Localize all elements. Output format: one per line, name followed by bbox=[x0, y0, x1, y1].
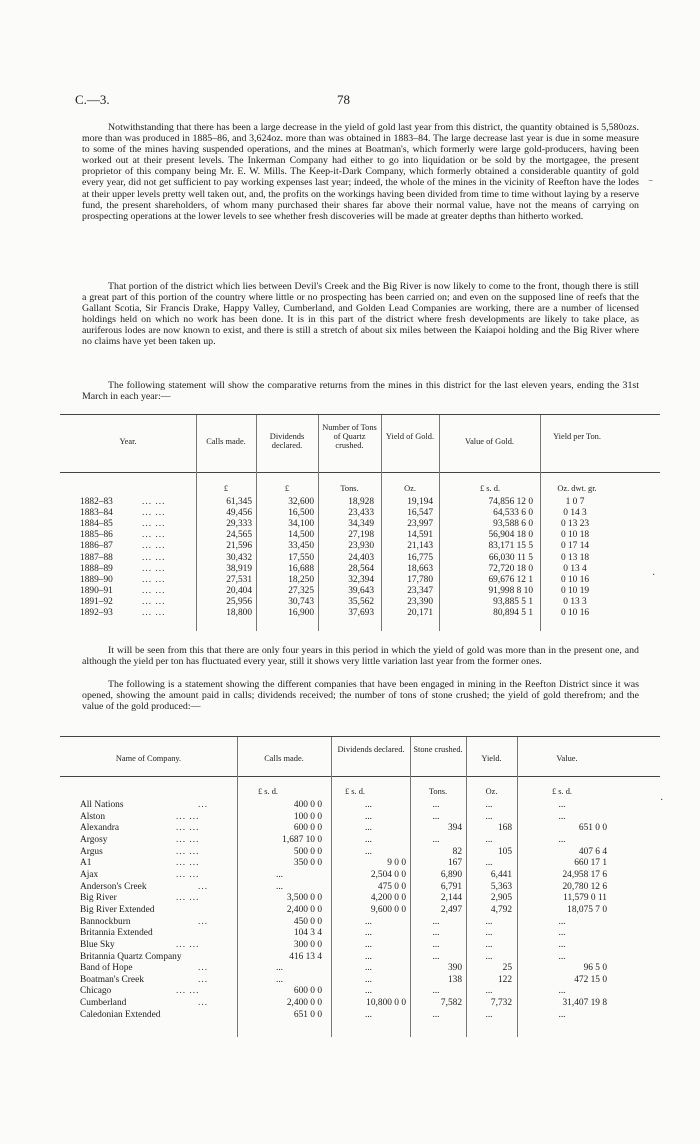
cell: ... bbox=[364, 939, 373, 950]
row-label: 1892–93 bbox=[80, 608, 113, 618]
paragraph-3: The following statement will show the comparative returns from the mines in this district for the last eleven years, ending the 31st March in each year:— bbox=[82, 380, 639, 403]
leader-dots: ... ... bbox=[176, 869, 200, 880]
cell: 300 0 0 bbox=[293, 939, 322, 950]
cell: 6,791 bbox=[440, 881, 462, 892]
cell: 14,591 bbox=[407, 530, 433, 541]
document-reference: C.—3. bbox=[75, 92, 110, 107]
cell: ... bbox=[364, 916, 373, 927]
leader-dots: ... ... bbox=[142, 552, 166, 563]
cell: ... bbox=[275, 963, 284, 974]
company-name: Chicago bbox=[80, 986, 112, 997]
row-label: 1886–87 bbox=[80, 541, 113, 552]
cell: ... bbox=[432, 939, 440, 950]
cell: 25,956 bbox=[226, 596, 252, 607]
leader-dots: ... ... bbox=[142, 585, 166, 596]
company-name: Anderson's Creek bbox=[80, 881, 147, 892]
cell: 30,432 bbox=[226, 552, 252, 563]
cell: 472 15 0 bbox=[574, 974, 607, 985]
cell: 122 bbox=[497, 974, 512, 985]
row-label: 1890–91 bbox=[80, 585, 113, 596]
unit-label: Tons. bbox=[428, 787, 448, 796]
table-rule bbox=[60, 472, 660, 473]
company-name: Caledonian Extended bbox=[80, 1009, 161, 1020]
cell: 96 5 0 bbox=[583, 963, 607, 974]
cell: 24,958 17 6 bbox=[562, 869, 607, 880]
cell: 138 bbox=[447, 974, 462, 985]
cell: ... bbox=[275, 869, 284, 880]
cell: 0 13 18 bbox=[560, 552, 590, 563]
company-name: Bannockburn bbox=[80, 916, 131, 927]
cell: 475 0 0 bbox=[377, 881, 406, 892]
row-label: 1891–92 bbox=[80, 596, 113, 607]
cell: 61,345 bbox=[226, 497, 252, 507]
cell: ... bbox=[558, 800, 566, 810]
cell: ... bbox=[364, 974, 373, 985]
leader-dots: ... ... bbox=[176, 893, 200, 904]
leader-dots: ... ... bbox=[142, 519, 166, 530]
cell: 27,198 bbox=[348, 530, 374, 541]
column-header: Dividends declared. bbox=[337, 745, 405, 754]
table-rule bbox=[60, 414, 660, 415]
cell: ... bbox=[558, 939, 566, 950]
cell: 2,400 0 0 bbox=[286, 904, 322, 915]
cell: ... bbox=[432, 986, 440, 997]
cell: 9 0 0 bbox=[387, 858, 406, 869]
cell: 18,663 bbox=[407, 563, 433, 574]
cell: 6,441 bbox=[490, 869, 512, 880]
unit-label: Oz. dwt. gr. bbox=[557, 484, 597, 493]
cell: 651 0 0 bbox=[578, 823, 607, 834]
cell: ... bbox=[558, 1009, 566, 1020]
cell: 4,792 bbox=[490, 904, 512, 915]
cell: ... bbox=[432, 951, 440, 962]
column-header: Yield per Ton. bbox=[553, 432, 601, 441]
cell: 1 0 7 bbox=[565, 497, 585, 507]
cell: 32,394 bbox=[348, 574, 374, 585]
unit-label: £ s. d. bbox=[552, 787, 573, 796]
cell: 11,579 0 11 bbox=[563, 893, 607, 904]
cell: ... bbox=[364, 811, 373, 822]
column-header: Yield of Gold. bbox=[385, 432, 435, 441]
cell: 23,433 bbox=[348, 508, 374, 519]
cell: 660 17 1 bbox=[574, 858, 607, 869]
company-name: Argosy bbox=[80, 835, 108, 845]
unit-label: £ s. d. bbox=[480, 484, 501, 493]
cell: 20,171 bbox=[407, 608, 433, 618]
cell: 18,250 bbox=[288, 574, 314, 585]
table-rule bbox=[60, 776, 660, 777]
cell: 450 0 0 bbox=[293, 916, 322, 927]
cell: 35,562 bbox=[348, 596, 374, 607]
leader-dots: ... bbox=[198, 974, 209, 985]
cell: 0 17 14 bbox=[560, 541, 590, 552]
cell: 2,504 0 0 bbox=[370, 869, 406, 880]
cell: ... bbox=[364, 928, 373, 939]
leader-dots: ... ... bbox=[176, 811, 200, 822]
cell: 16,500 bbox=[288, 508, 314, 519]
cell: ... bbox=[485, 835, 493, 845]
cell: 27,531 bbox=[226, 574, 252, 585]
company-name: Cumberland bbox=[80, 998, 127, 1008]
cell: 0 10 18 bbox=[560, 530, 590, 541]
cell: 82 bbox=[452, 846, 462, 857]
cell: 74,856 12 0 bbox=[488, 497, 533, 507]
cell: 14,500 bbox=[288, 530, 314, 541]
cell: 407 6 4 bbox=[578, 846, 607, 857]
cell: 23,930 bbox=[348, 541, 374, 552]
column-header: Number of Tons of Quartz crushed. bbox=[322, 423, 377, 451]
cell: 93,885 5 1 bbox=[493, 596, 533, 607]
cell: 16,775 bbox=[407, 552, 433, 563]
row-label: 1883–84 bbox=[80, 508, 113, 519]
unit-label: £ bbox=[223, 484, 229, 493]
column-header: Calls made. bbox=[206, 437, 246, 446]
cell: 4,200 0 0 bbox=[370, 893, 406, 904]
cell: 2,905 bbox=[490, 893, 512, 904]
cell: ... bbox=[558, 986, 566, 997]
leader-dots: ... bbox=[198, 963, 209, 974]
cell: ... bbox=[432, 916, 440, 927]
cell: 0 13 23 bbox=[560, 519, 590, 530]
page-number: 78 bbox=[337, 92, 350, 107]
cell: 23,390 bbox=[407, 596, 433, 607]
margin-mark: · bbox=[660, 795, 664, 806]
cell: 0 13 3 bbox=[563, 596, 587, 607]
cell: 31,407 19 8 bbox=[562, 998, 607, 1008]
column-header: Value of Gold. bbox=[464, 437, 515, 446]
cell: 100 0 0 bbox=[293, 811, 322, 822]
cell: 3,500 0 0 bbox=[286, 893, 322, 904]
cell: 93,588 6 0 bbox=[493, 519, 533, 530]
cell: 39,643 bbox=[348, 585, 374, 596]
cell: 7,582 bbox=[440, 998, 462, 1008]
leader-dots: ... ... bbox=[142, 497, 166, 507]
leader-dots: ... ... bbox=[142, 508, 166, 519]
cell: 18,075 7 0 bbox=[567, 904, 607, 915]
cell: 6,890 bbox=[440, 869, 462, 880]
cell: 0 13 4 bbox=[563, 563, 587, 574]
cell: ... bbox=[485, 1009, 493, 1020]
cell: 105 bbox=[497, 846, 512, 857]
cell: 167 bbox=[447, 858, 462, 869]
cell: ... bbox=[485, 858, 493, 869]
cell: 104 3 4 bbox=[293, 928, 322, 939]
cell: ... bbox=[558, 835, 566, 845]
cell: 17,780 bbox=[407, 574, 433, 585]
cell: 33,450 bbox=[288, 541, 314, 552]
cell: 651 0 0 bbox=[293, 1009, 322, 1020]
cell: ... bbox=[364, 951, 373, 962]
cell: 72,720 18 0 bbox=[488, 563, 533, 574]
margin-mark: · bbox=[652, 570, 656, 581]
cell: 10,800 0 0 bbox=[366, 998, 406, 1008]
leader-dots: ... ... bbox=[176, 986, 200, 997]
cell: 500 0 0 bbox=[293, 846, 322, 857]
cell: 168 bbox=[497, 823, 512, 834]
cell: ... bbox=[558, 916, 566, 927]
cell: 32,600 bbox=[288, 497, 314, 507]
leader-dots: ... ... bbox=[142, 574, 166, 585]
column-header: Dividends declared. bbox=[269, 432, 305, 451]
cell: ... bbox=[275, 974, 284, 985]
cell: ... bbox=[364, 846, 373, 857]
cell: 600 0 0 bbox=[293, 986, 322, 997]
row-label: 1884–85 bbox=[80, 519, 113, 530]
margin-mark: ⁻ bbox=[648, 178, 654, 189]
cell: ... bbox=[432, 928, 440, 939]
cell: 38,919 bbox=[226, 563, 252, 574]
cell: 0 14 3 bbox=[563, 508, 587, 519]
cell: 1,687 10 0 bbox=[282, 835, 322, 845]
cell: ... bbox=[364, 835, 373, 845]
leader-dots: ... bbox=[198, 916, 209, 927]
paragraph-1: Notwithstanding that there has been a large decrease in the yield of gold last year from this district, the quantity obtained is 5,580ozs. more than was produced in 1885–86, and 3,624oz. more than was obtained in 1883–84. The large decrease last year is due in some measure to some of the mines having suspended operations, and the mines at Boatman's, which formerly were large gold-producers, having been worked out at their present levels. The Inkerman Company had either to go into liquidation or be sold by the mortgagee, the present proprietor of this company being Mr. E. W. Mills. The Keep-it-Dark Company, which formerly obtained a considerable quantity of gold every year, did not get sufficient to pay working expenses last year; indeed, the whole of the mines in the vicinity of Reefton have the lodes at their upper levels pretty well taken out, and, the profits on the workings having been divided from time to time without laying by a reserve fund, the present shareholders, of whom many purchased their shares far above their normal value, have not the means of carrying on prospecting operations at the lower levels to see whether fresh discoveries will be made at greater depths than hitherto worked. bbox=[82, 122, 639, 222]
company-name: A1 bbox=[80, 858, 92, 869]
cell: 5,363 bbox=[490, 881, 512, 892]
company-name: Alston bbox=[80, 811, 106, 822]
leader-dots: ... ... bbox=[142, 596, 166, 607]
cell: ... bbox=[364, 823, 373, 834]
cell: 34,100 bbox=[288, 519, 314, 530]
cell: 64,533 6 0 bbox=[493, 508, 533, 519]
cell: ... bbox=[485, 928, 493, 939]
cell: ... bbox=[558, 951, 566, 962]
cell: 24,403 bbox=[348, 552, 374, 563]
cell: ... bbox=[432, 811, 440, 822]
paragraph-4: It will be seen from this that there are only four years in this period in which the yield of gold was more than in the present one, and although the yield per ton has fluctuated every year, still it shows very little variation last year from the former ones. bbox=[82, 645, 639, 668]
company-name: Blue Sky bbox=[80, 939, 115, 950]
company-name: Argus bbox=[80, 846, 103, 857]
cell: ... bbox=[558, 928, 566, 939]
cell: 2,400 0 0 bbox=[286, 998, 322, 1008]
column-header: Value. bbox=[556, 754, 578, 763]
cell: ... bbox=[485, 939, 493, 950]
leader-dots: ... bbox=[198, 800, 209, 810]
cell: 56,904 18 0 bbox=[488, 530, 533, 541]
unit-label: £ s. d. bbox=[258, 787, 279, 796]
cell: 34,349 bbox=[348, 519, 374, 530]
cell: ... bbox=[485, 986, 493, 997]
table-rule bbox=[60, 736, 660, 737]
cell: ... bbox=[364, 800, 373, 810]
cell: ... bbox=[485, 951, 493, 962]
cell: 394 bbox=[447, 823, 462, 834]
cell: 18,800 bbox=[226, 608, 252, 618]
unit-label: Oz. bbox=[485, 787, 498, 796]
cell: 2,144 bbox=[440, 893, 462, 904]
row-label: 1885–86 bbox=[80, 530, 113, 541]
cell: ... bbox=[432, 1009, 440, 1020]
company-name: Ajax bbox=[80, 869, 99, 880]
cell: 21,596 bbox=[226, 541, 252, 552]
column-header: Stone crushed. bbox=[413, 745, 463, 754]
unit-label: Oz. bbox=[404, 484, 416, 493]
row-label: 1882–83 bbox=[80, 497, 113, 507]
company-name: Britannia Extended bbox=[80, 928, 153, 939]
cell: 66,030 11 5 bbox=[488, 552, 533, 563]
cell: 0 10 16 bbox=[560, 574, 590, 585]
cell: 16,900 bbox=[288, 608, 314, 618]
cell: 27,325 bbox=[288, 585, 314, 596]
leader-dots: ... ... bbox=[176, 846, 200, 857]
company-name: Boatman's Creek bbox=[80, 974, 144, 985]
cell: 0 10 19 bbox=[560, 585, 590, 596]
column-header: Yield. bbox=[481, 754, 502, 763]
cell: 19,194 bbox=[407, 497, 433, 507]
cell: 29,333 bbox=[226, 519, 252, 530]
cell: 83,171 15 5 bbox=[488, 541, 533, 552]
cell: ... bbox=[275, 881, 284, 892]
cell: 20,780 12 6 bbox=[562, 881, 607, 892]
leader-dots: ... ... bbox=[142, 608, 166, 618]
cell: 49,456 bbox=[226, 508, 252, 519]
cell: 9,600 0 0 bbox=[370, 904, 406, 915]
cell: 17,550 bbox=[288, 552, 314, 563]
company-name: Britannia Quartz Company bbox=[80, 951, 182, 962]
cell: ... bbox=[485, 916, 493, 927]
row-label: 1889–90 bbox=[80, 574, 113, 585]
leader-dots: ... ... bbox=[142, 530, 166, 541]
unit-label: £ s. d. bbox=[345, 787, 366, 796]
cell: 390 bbox=[447, 963, 462, 974]
column-header: Year. bbox=[119, 437, 137, 446]
cell: 16,688 bbox=[288, 563, 314, 574]
leader-dots: ... ... bbox=[176, 858, 200, 869]
company-name: All Nations bbox=[80, 800, 124, 810]
cell: 23,997 bbox=[407, 519, 433, 530]
cell: ... bbox=[432, 800, 440, 810]
row-label: 1888–89 bbox=[80, 563, 113, 574]
cell: 37,693 bbox=[348, 608, 374, 618]
cell: 416 13 4 bbox=[289, 951, 322, 962]
cell: ... bbox=[432, 835, 440, 845]
cell: 21,143 bbox=[407, 541, 433, 552]
leader-dots: ... ... bbox=[142, 541, 166, 552]
cell: ... bbox=[364, 963, 373, 974]
leader-dots: ... bbox=[198, 881, 209, 892]
cell: ... bbox=[485, 800, 493, 810]
cell: 350 0 0 bbox=[293, 858, 322, 869]
column-header: Calls made. bbox=[264, 754, 304, 763]
column-header: Name of Company. bbox=[115, 754, 182, 763]
cell: 600 0 0 bbox=[293, 823, 322, 834]
leader-dots: ... bbox=[198, 998, 209, 1008]
cell: ... bbox=[485, 811, 493, 822]
company-name: Band of Hope bbox=[80, 963, 133, 974]
cell: 69,676 12 1 bbox=[488, 574, 533, 585]
leader-dots: ... ... bbox=[142, 563, 166, 574]
cell: 28,564 bbox=[348, 563, 374, 574]
cell: ... bbox=[364, 1009, 373, 1020]
leader-dots: ... ... bbox=[176, 939, 200, 950]
cell: ... bbox=[364, 986, 373, 997]
cell: 80,894 5 1 bbox=[493, 608, 533, 618]
cell: 400 0 0 bbox=[293, 800, 322, 810]
cell: 7,732 bbox=[490, 998, 512, 1008]
company-name: Alexandra bbox=[80, 823, 120, 834]
cell: 25 bbox=[502, 963, 512, 974]
paragraph-5: The following is a statement showing the different companies that have been engaged in mining in the Reefton District since it was opened, showing the amount paid in calls; dividends received; the number of tons of stone crushed; the yield of gold therefrom; and the value of the gold produced:— bbox=[82, 679, 639, 713]
leader-dots: ... ... bbox=[176, 823, 200, 834]
row-label: 1887–88 bbox=[80, 552, 113, 563]
cell: 91,998 8 10 bbox=[488, 585, 533, 596]
unit-label: Tons. bbox=[340, 484, 359, 493]
cell: 24,565 bbox=[226, 530, 252, 541]
leader-dots: ... ... bbox=[176, 835, 200, 845]
unit-label: £ bbox=[284, 484, 290, 493]
cell: 23,347 bbox=[407, 585, 433, 596]
company-name: Big River bbox=[80, 893, 117, 904]
cell: ... bbox=[558, 811, 566, 822]
cell: 30,743 bbox=[288, 596, 314, 607]
company-name: Big River Extended bbox=[80, 904, 155, 915]
paragraph-2: That portion of the district which lies between Devil's Creek and the Big River is now likely to come to the front, though there is still a great part of this portion of the country where little or no prospecting has been carried on; and even on the supposed line of reefs that the Gallant Scotia, Sir Francis Drake, Happy Valley, Cumberland, and Golden Lead Companies are working, there are a number of licensed holdings held on which no work has been done. It is in this part of the district where fresh developments are likely to take place, as auriferous lodes are now known to exist, and there is still a stretch of about six miles between the Kaiapoi holding and the Big River where no claims have yet been taken up. bbox=[82, 281, 639, 348]
cell: 2,497 bbox=[440, 904, 462, 915]
cell: 0 10 16 bbox=[560, 608, 590, 618]
cell: 18,928 bbox=[348, 497, 374, 507]
cell: 16,547 bbox=[407, 508, 433, 519]
cell: 20,404 bbox=[226, 585, 252, 596]
